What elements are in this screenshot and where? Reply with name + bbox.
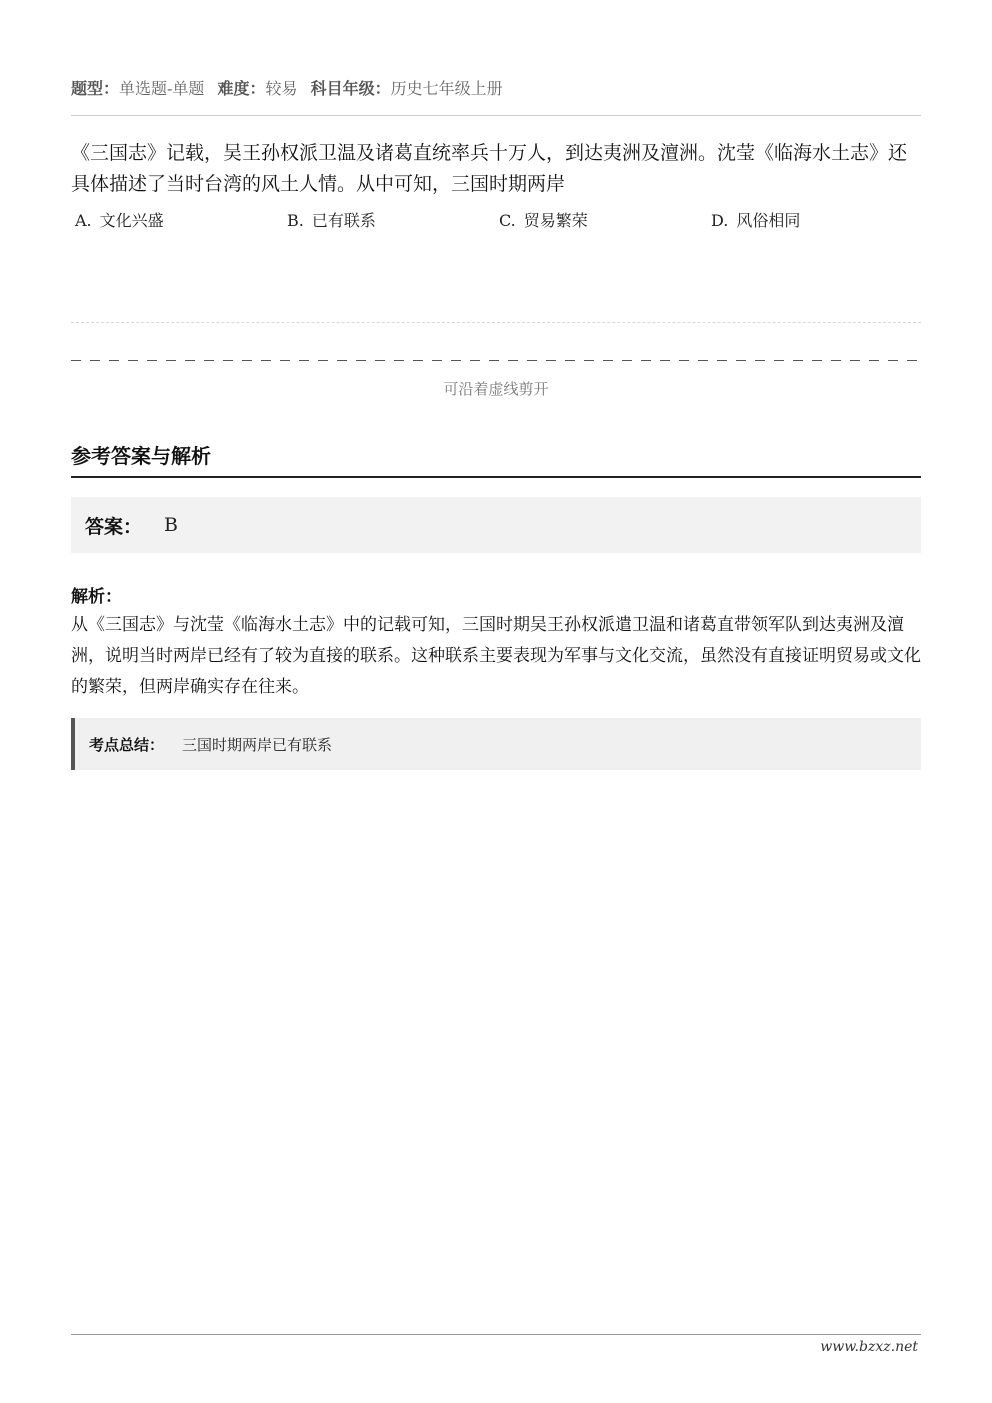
type-value: 单选题-单题 <box>119 79 205 98</box>
analysis-label: 解析： <box>71 587 122 607</box>
option-letter: C. <box>499 211 516 230</box>
option-letter: A. <box>75 211 92 230</box>
difficulty-label: 难度： <box>217 79 266 98</box>
summary-box <box>71 718 921 770</box>
answer-value: B <box>164 514 178 536</box>
summary-label: 考点总结： <box>89 735 165 754</box>
question-meta <box>71 78 921 100</box>
option-text: 风俗相同 <box>736 211 801 230</box>
question-stem: 《三国志》记载，吴王孙权派卫温及诸葛直统率兵十万人，到达夷洲及澶洲。沈莹《临海水土志》还具体描述了当时台湾的风土人情。从中可知，三国时期两岸 <box>71 142 908 195</box>
meta-divider <box>71 115 921 116</box>
option-text: 贸易繁荣 <box>523 211 588 230</box>
section-divider <box>71 476 921 478</box>
option-letter: B. <box>287 211 304 230</box>
answer-label: 答案： <box>85 515 143 538</box>
answer-box <box>71 497 921 553</box>
type-label: 题型： <box>71 79 120 98</box>
option-c <box>499 208 588 231</box>
option-text: 文化兴盛 <box>99 211 164 230</box>
option-b <box>287 208 376 231</box>
footer-url: www.bzxz.net <box>820 1339 918 1355</box>
cut-line <box>71 360 921 361</box>
question-options <box>71 208 921 234</box>
analysis-text: 从《三国志》与沈莹《临海水土志》中的记载可知，三国时期吴王孙权派遣卫温和诸葛直带领军队到达夷洲及澶洲，说明当时两岸已经有了较为直接的联系。这种联系主要表现为军事与文化交流，虽然没有直接证明贸易或文化的繁荣，但两岸确实存在往来。 <box>71 615 921 697</box>
option-d <box>711 208 800 231</box>
difficulty-value: 较易 <box>265 79 298 98</box>
section-title: 参考答案与解析 <box>71 444 211 468</box>
option-text: 已有联系 <box>311 211 376 230</box>
subject-value: 历史七年级上册 <box>390 79 503 98</box>
summary-value: 三国时期两岸已有联系 <box>182 735 333 754</box>
footer-divider <box>71 1334 921 1335</box>
subject-label: 科目年级： <box>310 79 391 98</box>
cut-line-hint: 可沿着虚线剪开 <box>443 380 549 398</box>
option-letter: D. <box>711 211 729 230</box>
option-a <box>75 208 164 231</box>
light-dashed-divider <box>71 322 921 323</box>
